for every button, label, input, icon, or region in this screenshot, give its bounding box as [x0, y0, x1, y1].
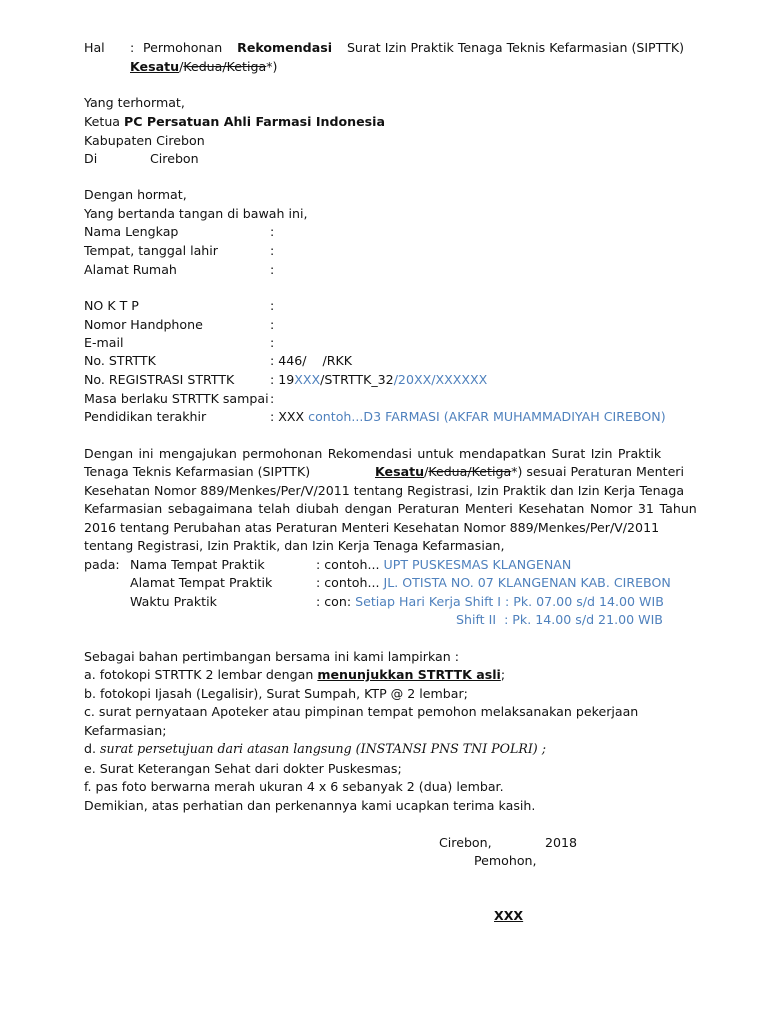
- attachment-c-line1: c. surat pernyataan Apoteker atau pimpinan tempat pemohon melaksanakan pekerjaan: [84, 704, 639, 719]
- body-line-4: Kefarmasian sebagaimana telah diubah dengan Peraturan Menteri Kesehatan Nomor 31 Tahun: [84, 501, 697, 516]
- hal-colon: :: [130, 40, 135, 55]
- attachment-b: b. fotokopi Ijasah (Legalisir), Surat Sumpah, KTP @ 2 lembar;: [84, 686, 468, 701]
- intro-line: Yang bertanda tangan di bawah ini,: [84, 206, 308, 221]
- attachment-d: d. surat persetujuan dari atasan langsung (INSTANSI PNS TNI POLRI) ;: [84, 741, 546, 756]
- practice-shift2: Shift II : Pk. 14.00 s/d 21.00 WIB: [456, 612, 663, 627]
- body-line-6: tentang Registrasi, Izin Praktik, dan Izin Kerja Tenaga Kefarmasian,: [84, 538, 505, 553]
- attachment-c-line2: Kefarmasian;: [84, 723, 167, 738]
- attachment-f: f. pas foto berwarna merah ukuran 4 x 6 sebanyak 2 (dua) lembar.: [84, 779, 504, 794]
- addressee-line: Ketua PC Persatuan Ahli Farmasi Indonesia: [84, 114, 385, 129]
- hal-subject-line2: Kesatu/Kedua/Ketiga*): [130, 59, 278, 74]
- addressee-kabupaten: Kabupaten Cirebon: [84, 133, 205, 148]
- body-line-2: Tenaga Teknis Kefarmasian (SIPTTK) Kesatu/Kedua/Ketiga*) sesuai Peraturan Menteri: [84, 464, 684, 479]
- attachment-e: e. Surat Keterangan Sehat dari dokter Puskesmas;: [84, 761, 402, 776]
- signature-name: XXX: [494, 908, 524, 923]
- hal-subject-line1: Permohonan Rekomendasi Surat Izin Praktik Tenaga Teknis Kefarmasian (SIPTTK): [143, 40, 684, 55]
- attachments-intro: Sebagai bahan pertimbangan bersama ini kami lampirkan :: [84, 649, 459, 664]
- body-line-5: 2016 tentang Perubahan atas Peraturan Menteri Kesehatan Nomor 889/Menkes/Per/V/2011: [84, 520, 660, 535]
- body-line-3: Kesehatan Nomor 889/Menkes/Per/V/2011 tentang Registrasi, Izin Praktik dan Izin Kerja Tenaga: [84, 483, 685, 498]
- attachment-a: a. fotokopi STRTTK 2 lembar dengan menunjukkan STRTTK asli;: [84, 667, 506, 682]
- signature-role: Pemohon,: [474, 853, 537, 868]
- body-line-1: Dengan ini mengajukan permohonan Rekomendasi untuk mendapatkan Surat Izin Praktik: [84, 446, 662, 461]
- hal-label: Hal: [84, 40, 105, 55]
- salutation: Dengan hormat,: [84, 187, 187, 202]
- closing-line: Demikian, atas perhatian dan perkenannya kami ucapkan terima kasih.: [84, 798, 536, 813]
- greeting: Yang terhormat,: [84, 95, 185, 110]
